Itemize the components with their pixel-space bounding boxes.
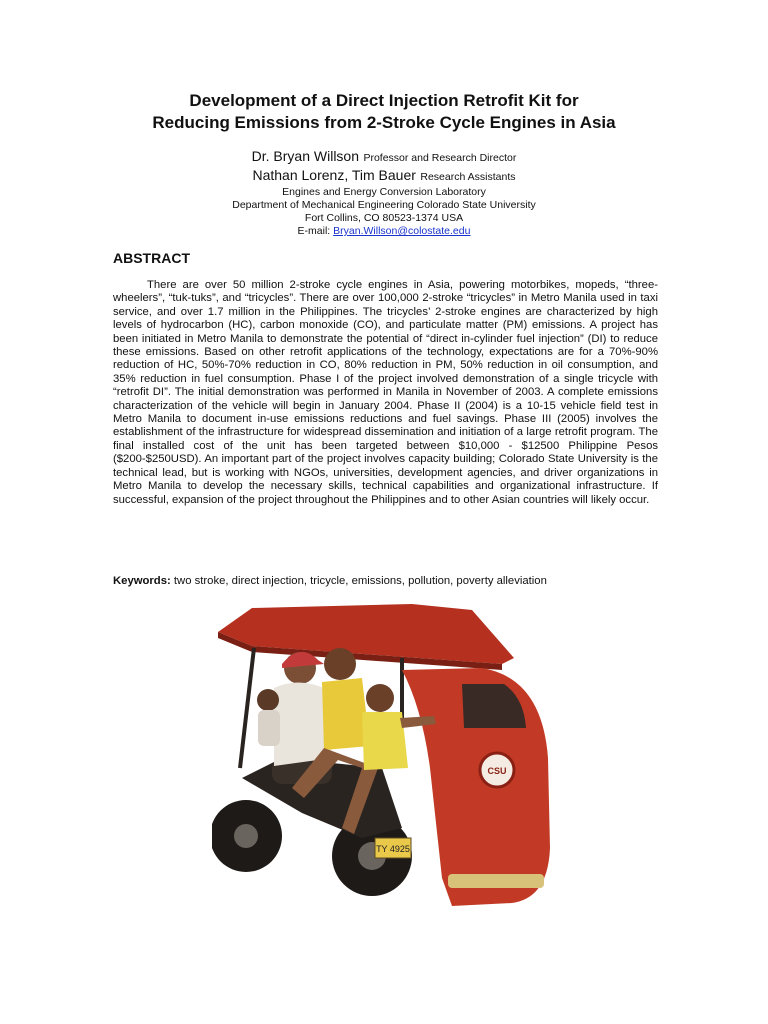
- paper-title: [100, 90, 668, 134]
- sidecar-chrome-trim: [448, 874, 544, 888]
- author-line-2: [140, 167, 628, 186]
- email-link[interactable]: Bryan.Willson@colostate.edu: [333, 225, 471, 237]
- front-wheel-hub: [234, 824, 258, 848]
- keywords-text: two stroke, direct injection, tricycle, emissions, pollution, poverty alleviation: [170, 575, 547, 587]
- author1-role: Professor and Research Director: [363, 152, 517, 164]
- child-head: [257, 689, 279, 711]
- title-line-2: Reducing Emissions from 2-Stroke Cycle Engines in Asia: [152, 113, 616, 132]
- title-line-1: Development of a Direct Injection Retrofit Kit for: [189, 91, 579, 110]
- author-line-1: [140, 148, 628, 167]
- tricycle-photo: [212, 598, 562, 923]
- abstract-heading: ABSTRACT: [113, 250, 190, 266]
- author1-name: Dr. Bryan Willson: [251, 148, 359, 164]
- keywords-label: Keywords:: [113, 575, 171, 587]
- license-plate-text: TY 4925: [376, 844, 410, 854]
- author-block: [140, 148, 628, 238]
- email-label: E-mail:: [297, 225, 331, 237]
- email-line: [140, 225, 628, 238]
- affiliation-dept: Department of Mechanical Engineering Colorado State University: [232, 199, 536, 211]
- sidecar-emblem-text: CSU: [487, 766, 507, 776]
- author2-names: Nathan Lorenz, Tim Bauer: [252, 167, 416, 183]
- author2-role: Research Assistants: [420, 171, 516, 183]
- keywords-line: [113, 574, 658, 588]
- affiliation-city: Fort Collins, CO 80523-1374 USA: [304, 212, 464, 224]
- girl-head: [324, 648, 356, 680]
- abstract-body: There are over 50 million 2-stroke cycle engines in Asia, powering motorbikes, mopeds, “three-wheelers”, “tuk-tuks”, and “tricycles”. There are over 100,000 2-stroke “tricycles” in Metro Manila used in taxi service, and over 1.7 million in the Philippines. The tricycles’ 2-stroke engines are characterized by high levels of hydrocarbon (HC), carbon monoxide (CO), and particulate matter (PM) emissions. A project has been initiated in Metro Manila to demonstrate the potential of “direct in-cylinder fuel injection” (DI) to reduce these emissions. Based on other retrofit applications of the technology, expectations are for a 70%-90% reduction of HC, 50%-70% reduction in CO, 80% reduction in PM, 50% reduction in oil consumption, and 35% reduction in fuel consumption. Phase I of the project involved demonstration of a single tricycle with “retrofit DI”. The initial demonstration was performed in Manila in November of 2003. A complete emissions characterization of the vehicle will begin in January 2004. Phase II (2004) is a 10-15 vehicle field test in Metro Manila to document in-use emissions reductions and fuel savings. Phase III (2005) involves the establishment of the infrastructure for widespread dissemination and initiation of a large retrofit program. The final installed cost of the unit has been targeted between $10,000 - $12500 Philippine Pesos ($200-$250USD). An important part of the project involves capacity building; Colorado State University is the technical lead, but is working with NGOs, universities, development agencies, and driver organizations in Metro Manila to develop the necessary skills, technical capabilities and organizational infrastructure. If successful, expansion of the project throughout the Philippines and to other Asian countries will likely occur.: [113, 279, 658, 506]
- affiliation-lab: Engines and Energy Conversion Laboratory: [282, 186, 486, 198]
- boy-head: [366, 684, 394, 712]
- roof-pole-front: [240, 648, 254, 768]
- child-body: [258, 710, 280, 746]
